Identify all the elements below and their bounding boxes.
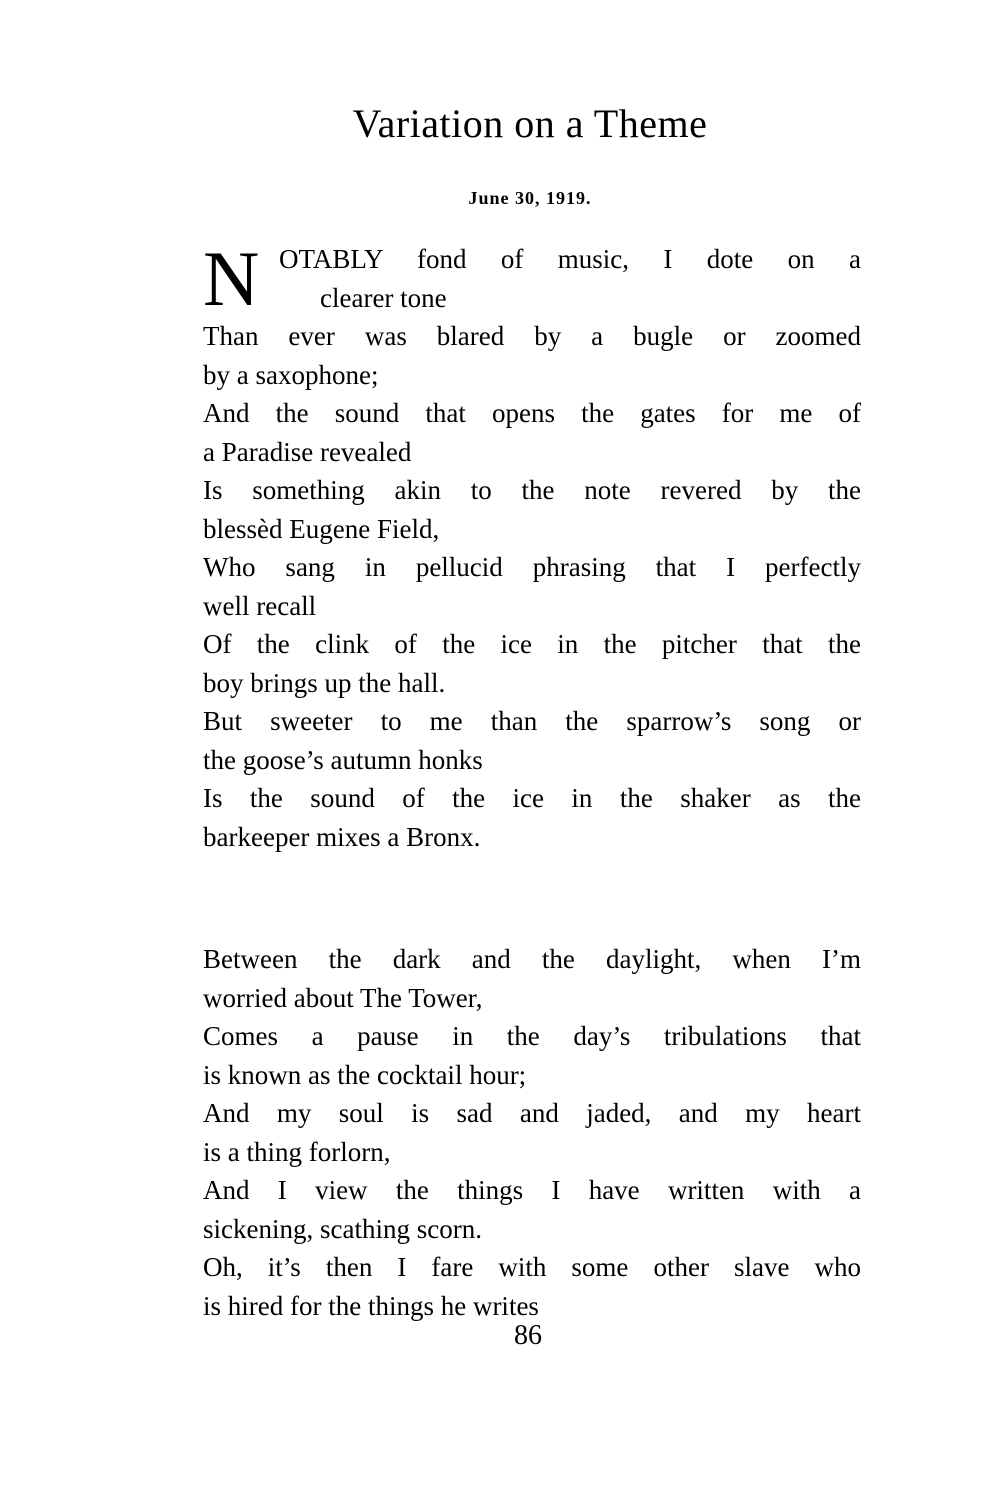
verse-line (203, 1017, 861, 1094)
verse-line-continuation: clearer tone (320, 282, 447, 313)
verse-line-main: Comes a pause in the day’s tribulations that (203, 1021, 861, 1051)
stanza-2 (203, 940, 861, 1325)
verse-line-main: And the sound that opens the gates for me of (203, 398, 861, 428)
verse-line-main: Who sang in pellucid phrasing that I perfectly (203, 552, 861, 582)
verse-line (203, 235, 861, 322)
verse-line (203, 625, 861, 702)
verse-line (203, 1094, 861, 1171)
verse-line-continuation: is known as the cocktail hour; (203, 1059, 527, 1090)
drop-cap: N (203, 235, 260, 322)
page-number: 86 (514, 1320, 542, 1351)
verse-line (203, 317, 861, 394)
verse-line (203, 471, 861, 548)
stanza-1 (203, 235, 861, 856)
verse-line-main: Of the clink of the ice in the pitcher that the (203, 629, 861, 659)
verse-line-continuation: the goose’s autumn honks (203, 744, 483, 775)
verse-line (203, 394, 861, 471)
verse-line-continuation: worried about The Tower, (203, 982, 483, 1013)
verse-line-main: Is something akin to the note revered by the (203, 475, 861, 505)
verse-line-continuation: boy brings up the hall. (203, 667, 446, 698)
verse-line-main: But sweeter to me than the sparrow’s song or (203, 706, 861, 736)
verse-line-continuation: a Paradise revealed (203, 436, 412, 467)
poem-title: Variation on a Theme (352, 101, 708, 146)
verse-line-continuation: is hired for the things he writes (203, 1290, 539, 1321)
verse-line-main: And I view the things I have written with a (203, 1175, 861, 1205)
verse-line-main: Than ever was blared by a bugle or zoomed (203, 321, 861, 351)
verse-line-continuation: well recall (203, 590, 317, 621)
verse-line-main: Between the dark and the daylight, when I’m (203, 944, 861, 974)
verse-line (203, 702, 861, 779)
verse-line-main: And my soul is sad and jaded, and my heart (203, 1098, 861, 1128)
verse-line (203, 940, 861, 1017)
verse-line-continuation: is a thing forlorn, (203, 1136, 391, 1167)
verse-line-continuation: barkeeper mixes a Bronx. (203, 821, 481, 852)
verse-line (203, 1248, 861, 1325)
verse-line-continuation: blessèd Eugene Field, (203, 513, 440, 544)
poem-date: June 30, 1919. (468, 188, 592, 208)
verse-line-main: Oh, it’s then I fare with some other slave who (203, 1252, 861, 1282)
verse-line-main: Is the sound of the ice in the shaker as the (203, 783, 861, 813)
verse-line (203, 1171, 861, 1248)
verse-line (203, 779, 861, 856)
verse-line-continuation: by a saxophone; (203, 359, 379, 390)
verse-line-continuation: sickening, scathing scorn. (203, 1213, 482, 1244)
verse-line-main: OTABLY fond of music, I dote on a (279, 244, 861, 274)
verse-line (203, 548, 861, 625)
